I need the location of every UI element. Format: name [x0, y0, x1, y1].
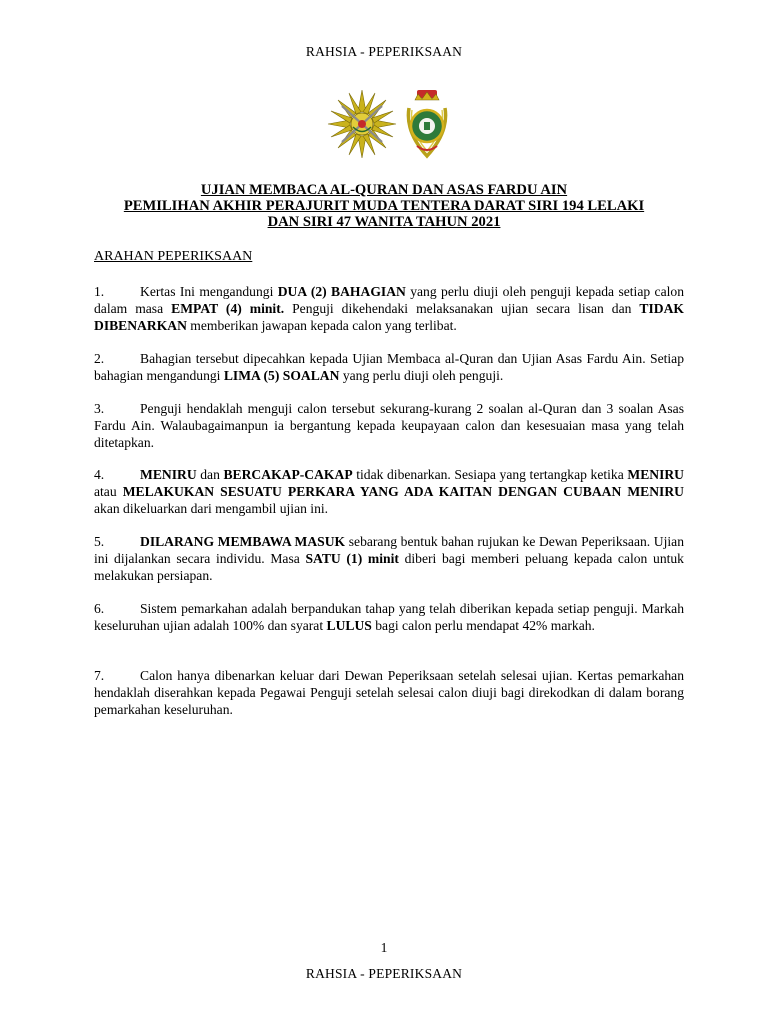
paragraph-number: 4. [94, 467, 105, 482]
title-line-1: UJIAN MEMBACA AL-QURAN DAN ASAS FARDU AIN [200, 182, 568, 198]
paragraph-number: 1. [94, 284, 105, 299]
paragraph-number: 5. [94, 534, 105, 549]
paragraph-number: 2. [94, 351, 105, 366]
paragraph-text: yang perlu diuji oleh penguji. [339, 368, 504, 384]
paragraph-text: diberi bagi memberi peluang kepada calon untuk melakukan persiapan. [94, 551, 684, 584]
paragraph-text: Bahagian tersebut dipecahkan kepada Ujian Membaca al-Quran dan Ujian Asas Fardu Ain. Setiap bahagian mengandungi [94, 351, 684, 384]
crest-right-icon [403, 88, 451, 160]
section-heading: ARAHAN PEPERIKSAAN [94, 249, 253, 264]
paragraph-text: sebarang bentuk bahan rujukan ke Dewan Peperiksaan. Ujian ini dijalankan secara individu. Masa [94, 534, 684, 567]
title-line-2: PEMILIHAN AKHIR PERAJURIT MUDA TENTERA DARAT SIRI 194 LELAKI [123, 198, 645, 214]
paragraph-text: Kertas Ini mengandungi [140, 284, 278, 299]
page-footer: RAHSIA - PEPERIKSAAN [305, 966, 463, 981]
paragraph-number: 7. [94, 668, 105, 683]
instruction-paragraph-2 [94, 350, 684, 384]
emphasis-text: LIMA (5) SOALAN [223, 368, 340, 384]
paragraph-text: Penguji dikehendaki melaksanakan ujian secara lisan dan [284, 301, 640, 317]
logo-row [0, 88, 768, 160]
instruction-paragraph-7 [94, 667, 684, 719]
paragraph-text: Penguji hendaklah menguji calon tersebut sekurang-kurang 2 soalan al-Quran dan 3 soalan Asas Fardu Ain. Walaubagaimanpun ia bergantung kepada keupayaan calon dan kesesuaian masa yang telah ditetapkan. [94, 401, 684, 451]
paragraph-text: dan [196, 467, 224, 482]
document-title [90, 182, 678, 230]
instruction-paragraph-6 [94, 600, 684, 634]
paragraph-text: bagi calon perlu mendapat 42% markah. [371, 618, 595, 634]
emphasis-text: DUA (2) BAHAGIAN [277, 284, 406, 299]
emphasis-text: MELAKUKAN SESUATU PERKARA YANG ADA KAITAN DENGAN CUBAAN MENIRU [122, 484, 684, 500]
paragraph-text: atau [94, 484, 123, 500]
instruction-paragraph-5 [94, 533, 684, 585]
paragraph-text: Sistem pemarkahan adalah berpandukan tahap yang telah diberikan kepada setiap penguji. Markah keseluruhan ujian adalah 100% dan syarat [94, 601, 684, 634]
instruction-paragraph-3 [94, 400, 684, 452]
paragraph-number: 3. [94, 401, 105, 416]
paragraph-text: yang perlu diuji oleh penguji kepada setiap calon dalam masa [94, 284, 684, 317]
emphasis-text: MENIRU [627, 467, 684, 482]
emphasis-text: LULUS [326, 618, 372, 634]
page-number: 1 [380, 940, 388, 955]
paragraph-number: 6. [94, 601, 105, 616]
paragraph-text: tidak dibenarkan. Sesiapa yang tertangkap ketika [352, 467, 628, 482]
emphasis-text: BERCAKAP-CAKAP [223, 467, 353, 482]
crest-left-icon [325, 88, 399, 160]
paragraph-text: memberikan jawapan kepada calon yang terlibat. [186, 318, 457, 334]
emphasis-text: TIDAK DIBENARKAN [94, 301, 684, 334]
emphasis-text: MENIRU [140, 467, 197, 482]
paragraph-text: Calon hanya dibenarkan keluar dari Dewan Peperiksaan setelah selesai ujian. Kertas pemarkahan hendaklah diserahkan kepada Pegawai Penguji setelah selesai calon diuji bagi direkodkan di dalam borang pemarkahan keseluruhan. [94, 668, 684, 718]
paragraph-text: akan dikeluarkan dari mengambil ujian ini. [94, 501, 329, 517]
emphasis-text: SATU (1) minit [305, 551, 399, 567]
emphasis-text: EMPAT (4) minit. [171, 301, 285, 317]
instruction-paragraph-1 [94, 283, 684, 335]
title-line-3: DAN SIRI 47 WANITA TAHUN 2021 [267, 214, 501, 230]
instruction-paragraph-4 [94, 466, 684, 518]
page-header: RAHSIA - PEPERIKSAAN [305, 44, 463, 59]
emphasis-text: DILARANG MEMBAWA MASUK [140, 534, 346, 549]
